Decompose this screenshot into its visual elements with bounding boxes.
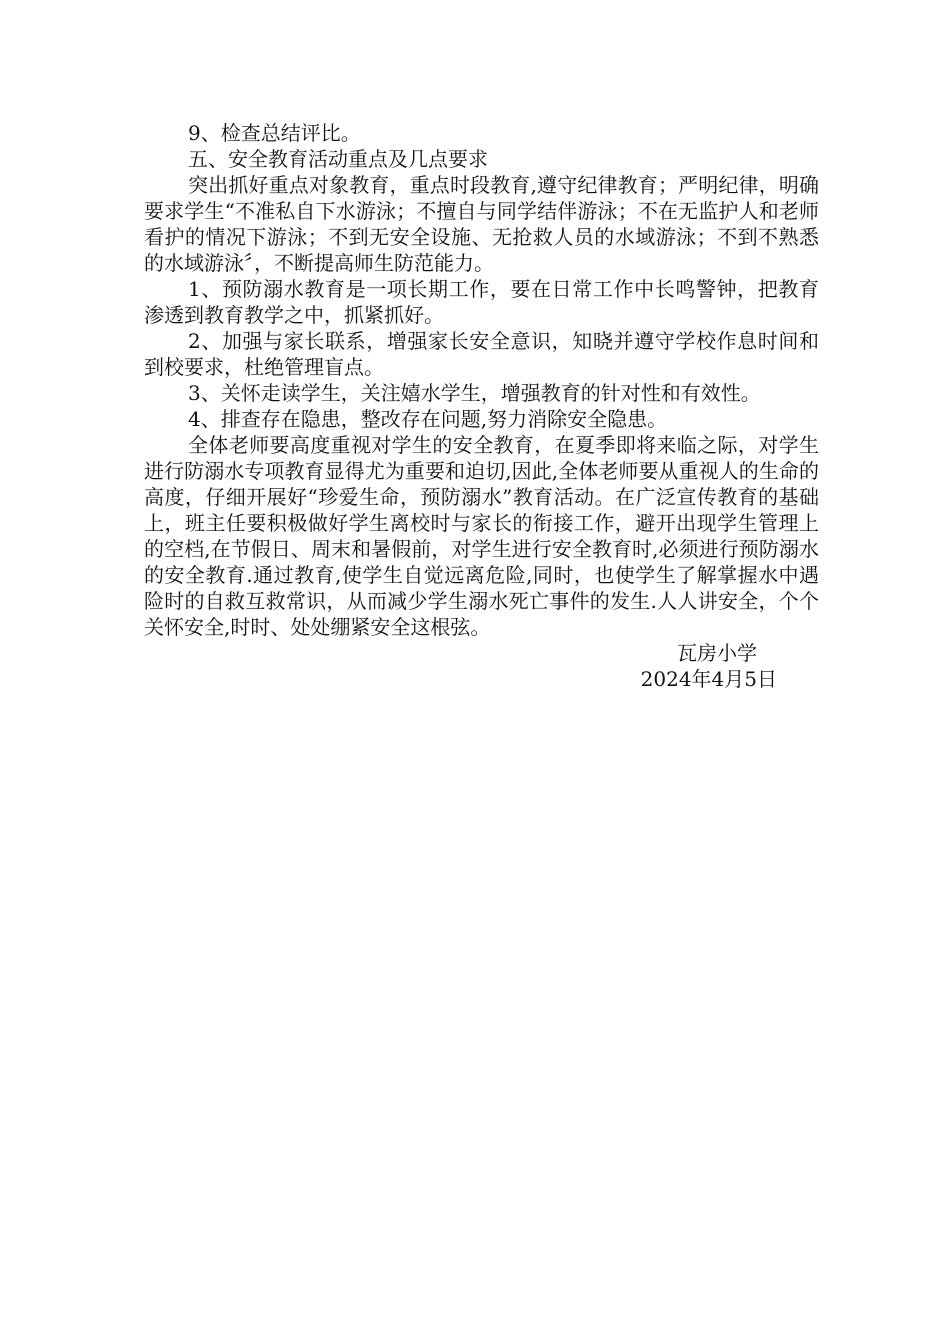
document-body: [144, 120, 819, 692]
section-heading: 五、安全教育活动重点及几点要求: [188, 147, 488, 171]
paragraph-item-3: 3、关怀走读学生，关注嬉水学生，增强教育的针对性和有效性。: [188, 381, 761, 405]
paragraph-item-2: 2、加强与家长联系，增强家长安全意识，知晓并遵守学校作息时间和到校要求，杜绝管理盲点。: [144, 329, 819, 379]
signature-date: 2024年4月5日: [640, 667, 777, 691]
paragraph-evaluation: 9、检查总结评比。: [188, 121, 361, 145]
paragraph-conclusion: 全体老师要高度重视对学生的安全教育，在夏季即将来临之际，对学生进行防溺水专项教育显得尤为重要和迫切,因此,全体老师要从重视人的生命的高度，仔细开展好“珍爱生命，预防溺水”教育活动。在广泛宣传教育的基础上，班主任要积极做好学生离校时与家长的衔接工作，避开出现学生管理上的空档,在节假日、周末和暑假前，对学生进行安全教育时,必须进行预防溺水的安全教育.通过教育,使学生自觉远离危险,同时，也使学生了解掌握水中遇险时的自救互救常识，从而减少学生溺水死亡事件的发生.人人讲安全，个个关怀安全,时时、处处绷紧安全这根弦。: [144, 433, 819, 639]
signature-school: 瓦房小学: [677, 641, 757, 665]
paragraph-item-1: 1、预防溺水教育是一项长期工作，要在日常工作中长鸣警钟，把教育渗透到教育教学之中，抓紧抓好。: [144, 277, 819, 327]
paragraph-key-focus: 突出抓好重点对象教育，重点时段教育,遵守纪律教育；严明纪律，明确要求学生“不准私自下水游泳；不擅自与同学结伴游泳；不在无监护人和老师看护的情况下游泳；不到无安全设施、无抢救人员的水域游泳；不到不熟悉的水域游泳〞，不断提高师生防范能力。: [144, 173, 819, 275]
paragraph-item-4: 4、排查存在隐患，整改存在问题,努力消除安全隐患。: [188, 407, 668, 431]
